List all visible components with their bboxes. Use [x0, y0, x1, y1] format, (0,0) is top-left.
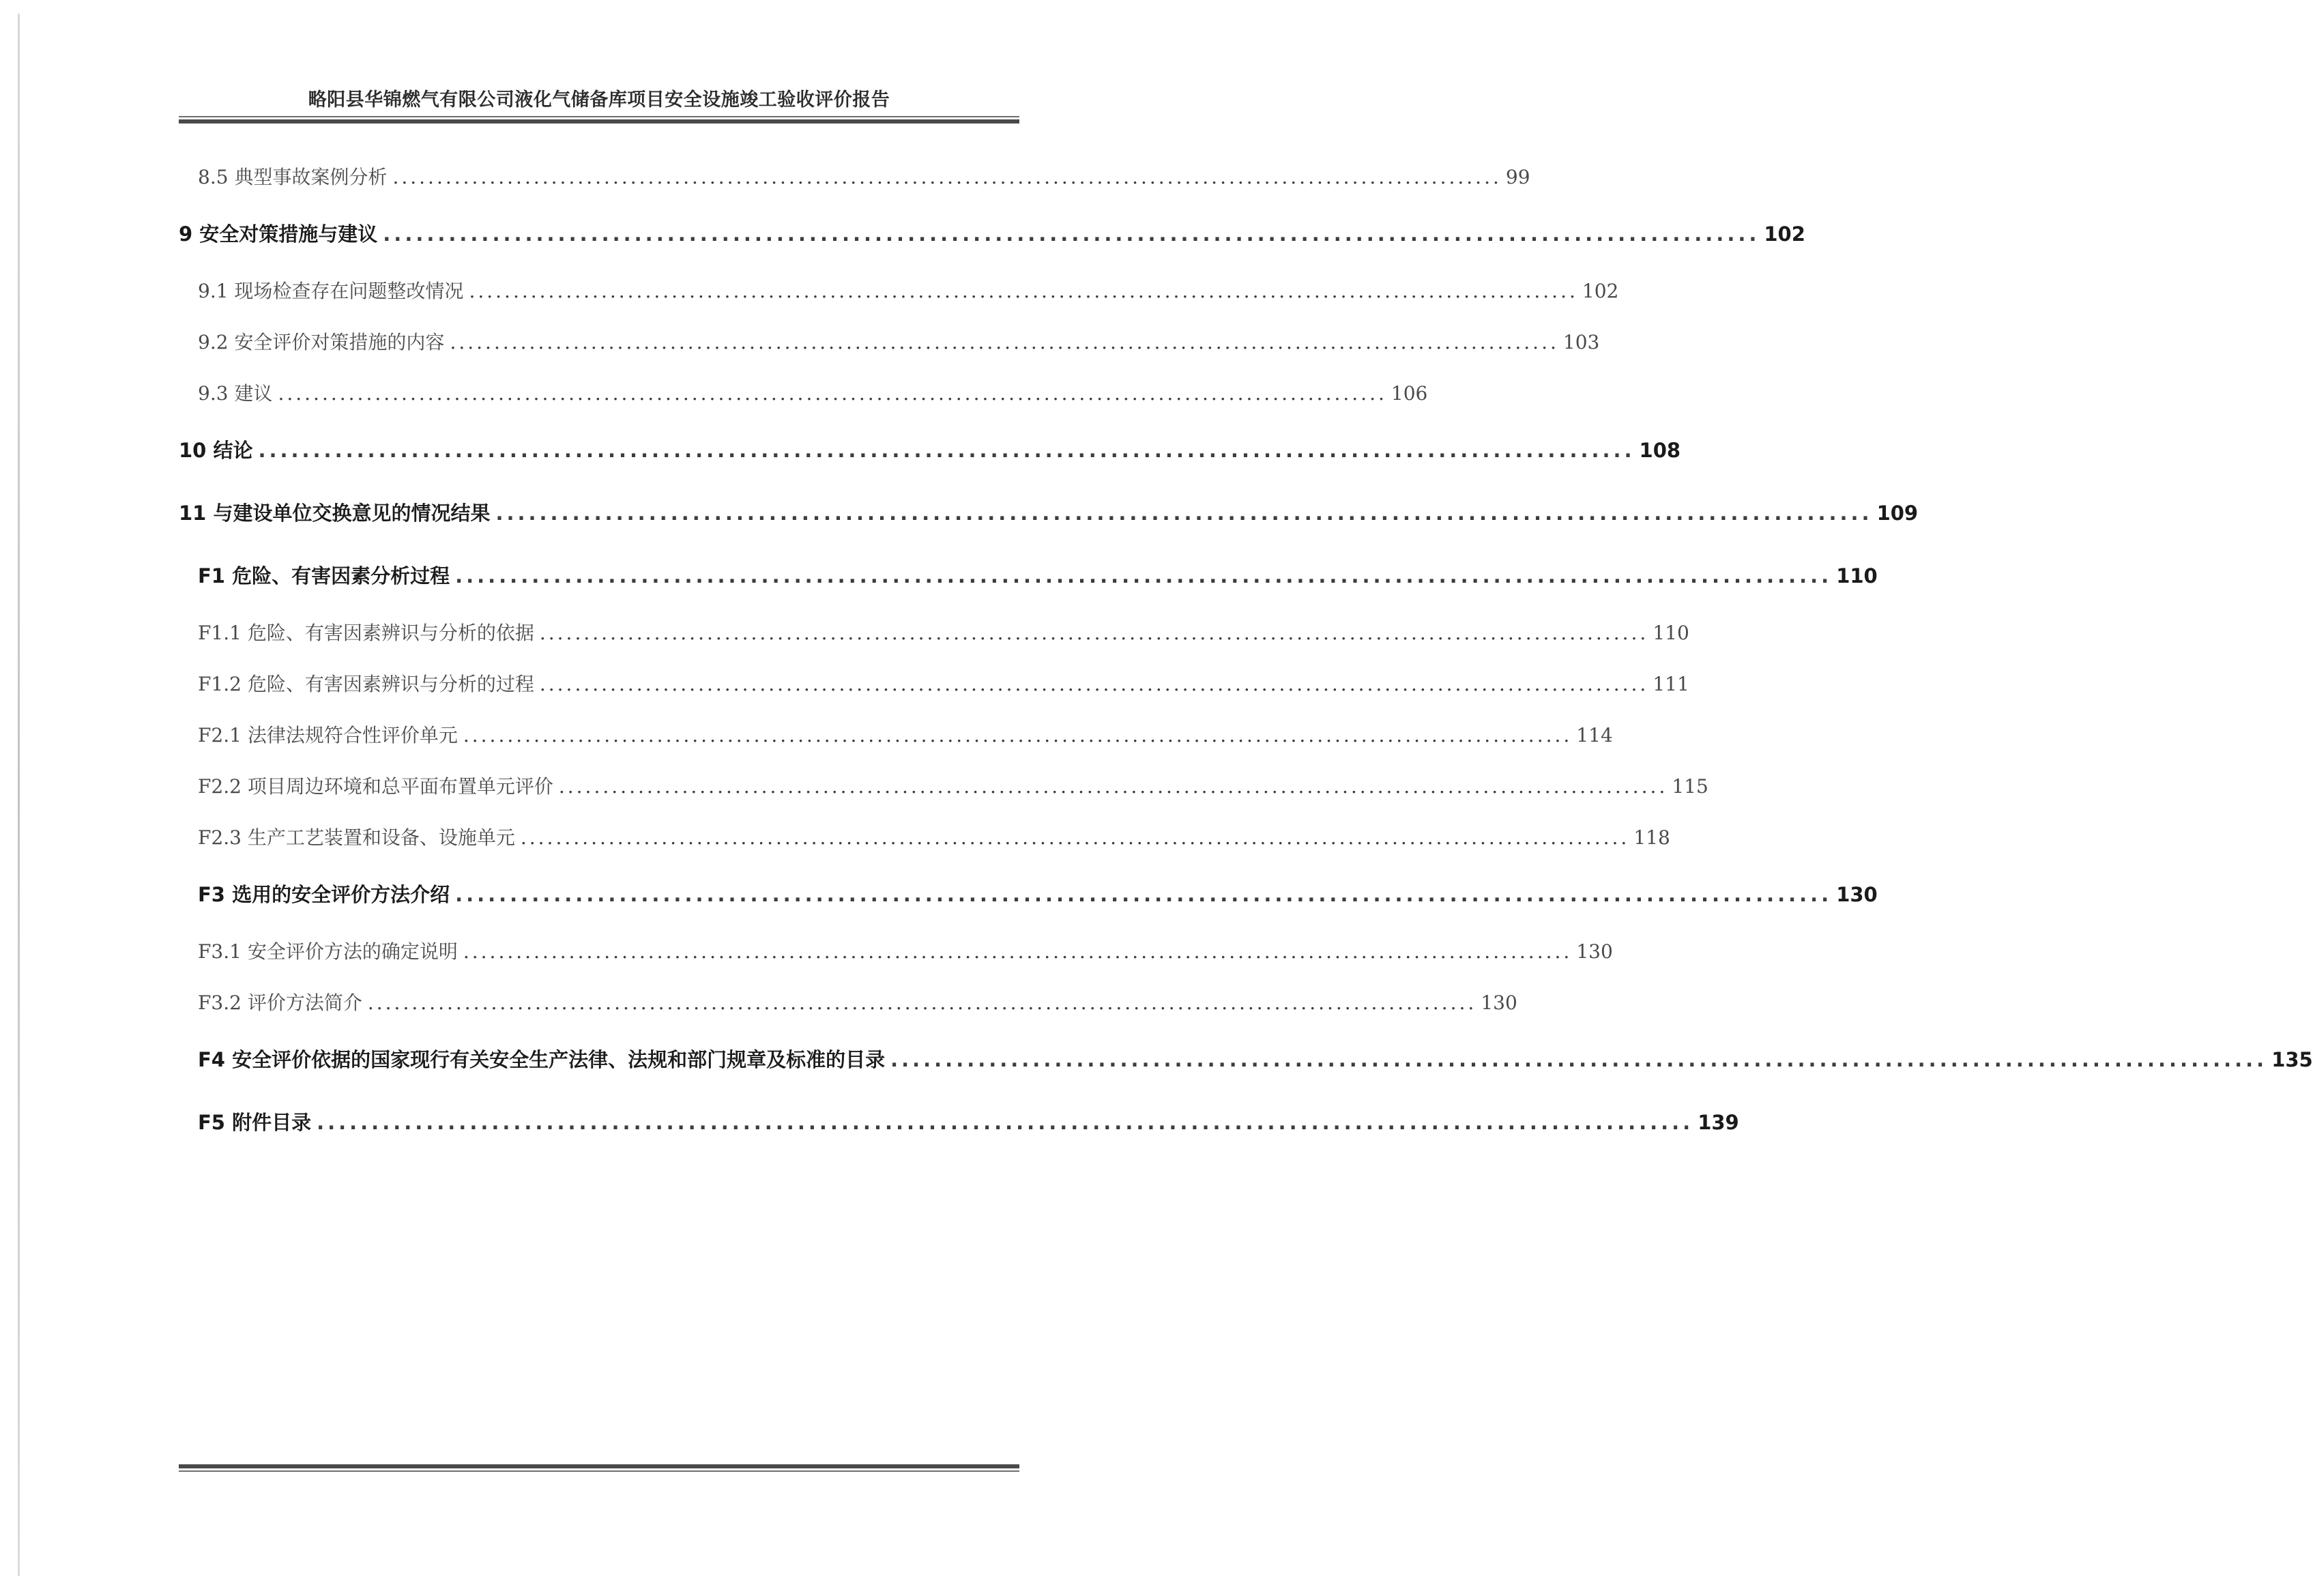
toc-leader-dots: .............................................................................................................................. — [392, 166, 1502, 188]
toc-leader-dots: .............................................................................................................................. — [539, 622, 1649, 644]
table-of-contents — [179, 151, 2313, 1154]
toc-entry-label: F1.1 危险、有害因素辨识与分析的依据 — [198, 622, 534, 644]
toc-leader-dots: .............................................................................................................................. — [539, 673, 1649, 695]
toc-leader-dots: .............................................................................................................................. — [558, 775, 1668, 798]
toc-entry-label: 9.2 安全评价对策措施的内容 — [198, 331, 445, 353]
footer-rule-thin — [179, 1470, 1019, 1472]
toc-appendix[interactable] — [179, 1028, 2313, 1091]
toc-page-number: 110 — [1653, 622, 1689, 644]
toc-leader-dots: .............................................................................................................................. — [317, 1111, 1694, 1134]
toc-page-number: 111 — [1653, 673, 1689, 695]
toc-leader-dots: .............................................................................................................................. — [278, 382, 1387, 405]
toc-leader-dots: .............................................................................................................................. — [520, 826, 1630, 849]
toc-entry-label: F2.2 项目周边环境和总平面布置单元评价 — [198, 775, 553, 798]
toc-entry[interactable] — [179, 812, 1670, 863]
toc-chapter-label: 11 与建设单位交换意见的情况结果 — [179, 502, 491, 525]
toc-leader-dots: .............................................................................................................................. — [495, 502, 1873, 525]
toc-appendix-label: F3 选用的安全评价方法介绍 — [198, 883, 450, 906]
header-rule-thick — [179, 119, 1019, 124]
toc-leader-dots: .............................................................................................................................. — [455, 883, 1833, 906]
toc-chapter[interactable] — [179, 203, 1805, 265]
toc-page-number: 115 — [1672, 775, 1708, 798]
toc-entry-label: 8.5 典型事故案例分析 — [198, 166, 388, 188]
toc-appendix-label: F5 附件目录 — [198, 1111, 312, 1134]
toc-leader-dots: .............................................................................................................................. — [383, 222, 1760, 246]
toc-page-number: 108 — [1639, 439, 1681, 462]
toc-appendix[interactable] — [179, 863, 1878, 926]
toc-chapter-label: 10 结论 — [179, 439, 253, 462]
toc-entry[interactable] — [179, 317, 1600, 368]
toc-chapter[interactable] — [179, 419, 1681, 482]
toc-entry[interactable] — [179, 926, 1613, 977]
report-title: 略阳县华锦燃气有限公司液化气储备库项目安全设施竣工验收评价报告 — [308, 89, 890, 111]
toc-leader-dots: .............................................................................................................................. — [469, 280, 1578, 302]
toc-entry-label: F3.2 评价方法简介 — [198, 991, 362, 1014]
toc-leader-dots: .............................................................................................................................. — [463, 724, 1573, 746]
toc-appendix-label: F4 安全评价依据的国家现行有关安全生产法律、法规和部门规章及标准的目录 — [198, 1048, 886, 1071]
toc-entry[interactable] — [179, 607, 1689, 658]
toc-leader-dots: .............................................................................................................................. — [890, 1048, 2268, 1071]
footer-rule-thick — [179, 1464, 1019, 1468]
toc-page-number: 102 — [1764, 222, 1805, 246]
toc-entry[interactable] — [179, 658, 1689, 710]
toc-entry[interactable] — [179, 368, 1428, 419]
header-rule-thin — [179, 116, 1019, 117]
toc-appendix[interactable] — [179, 1091, 1739, 1154]
toc-page-number: 135 — [2271, 1048, 2313, 1071]
toc-page-number: 106 — [1391, 382, 1428, 405]
toc-entry[interactable] — [179, 710, 1613, 761]
toc-entry-label: F2.3 生产工艺装置和设备、设施单元 — [198, 826, 515, 849]
toc-page-number: 114 — [1576, 724, 1613, 746]
page-header — [179, 87, 1019, 124]
toc-entry[interactable] — [179, 977, 1517, 1028]
toc-leader-dots: .............................................................................................................................. — [455, 564, 1833, 587]
toc-entry[interactable] — [179, 151, 1530, 203]
toc-page-number: 102 — [1582, 280, 1619, 302]
toc-page-number: 103 — [1562, 331, 1600, 353]
toc-page-number: 109 — [1876, 502, 1919, 525]
toc-entry-label: 9.3 建议 — [198, 382, 273, 405]
toc-entry[interactable] — [179, 265, 1619, 317]
toc-leader-dots: .............................................................................................................................. — [367, 991, 1477, 1014]
toc-page-number: 99 — [1505, 166, 1530, 188]
toc-page-number: 110 — [1836, 564, 1878, 587]
toc-appendix-label: F1 危险、有害因素分析过程 — [198, 564, 450, 587]
toc-entry-label: F3.1 安全评价方法的确定说明 — [198, 940, 458, 963]
toc-leader-dots: .............................................................................................................................. — [463, 940, 1573, 963]
toc-page-number: 130 — [1576, 940, 1613, 963]
toc-entry-label: 9.1 现场检查存在问题整改情况 — [198, 280, 464, 302]
toc-page-number: 130 — [1481, 991, 1517, 1014]
toc-entry-label: F1.2 危险、有害因素辨识与分析的过程 — [198, 673, 534, 695]
toc-chapter-label: 9 安全对策措施与建议 — [179, 222, 378, 246]
toc-chapter[interactable] — [179, 482, 1919, 545]
scan-edge — [18, 14, 20, 1576]
toc-entry[interactable] — [179, 761, 1708, 812]
toc-entry-label: F2.1 法律法规符合性评价单元 — [198, 724, 458, 746]
toc-appendix[interactable] — [179, 545, 1878, 607]
toc-page-number: 139 — [1698, 1111, 1739, 1134]
toc-leader-dots: .............................................................................................................................. — [450, 331, 1559, 353]
page-footer — [179, 1464, 1019, 1472]
toc-page-number: 130 — [1836, 883, 1878, 906]
toc-leader-dots: .............................................................................................................................. — [258, 439, 1635, 462]
toc-page-number: 118 — [1633, 826, 1670, 849]
